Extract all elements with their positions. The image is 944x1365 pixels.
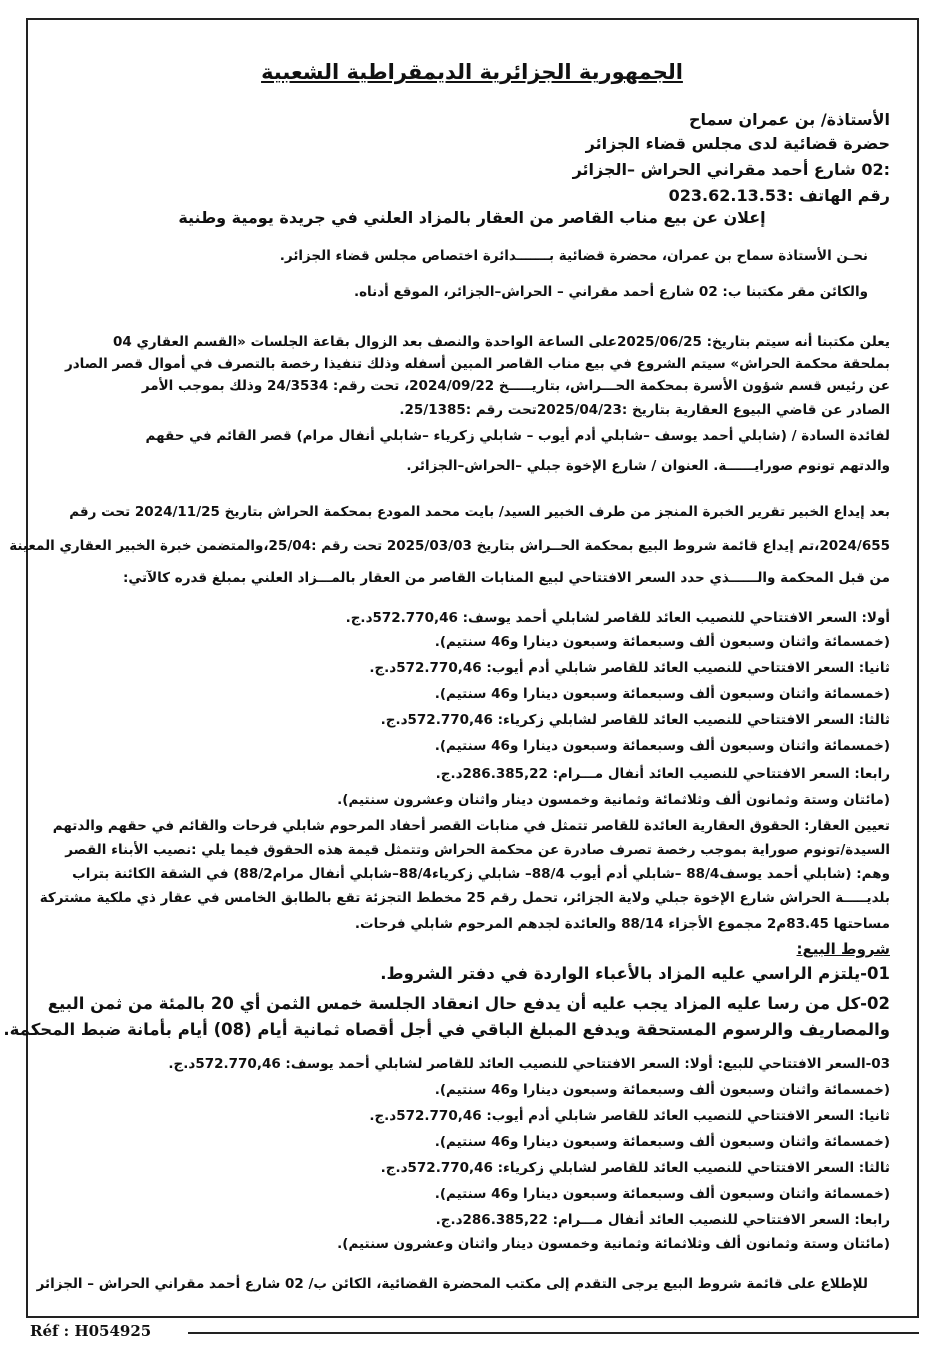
intro-line: والكائن مقر مكتبنا ب: 02 شارع أحمد مقراني – الحراش–الجزائر، الموقع أدناه. [353, 284, 868, 300]
intro-line: نحـن الأستاذة سماح بن عمران، محضرة قضائية بـــــــدائرة اختصاص مجلس قضاء الجزائر. [279, 248, 868, 264]
price-words: (خمسمائة واثنان وسبعون ألف وسبعمائة وسبعون دينارا و46 سنتيم). [434, 1134, 890, 1150]
price-words: (مائتان وستة وثمانون ألف وثلاثمائة وثمانية وخمسون دينار واثنان وعشرون سنتيم). [337, 1236, 890, 1252]
condition-item: 02-كل من رسا عليه المزاد يجب عليه أن يدفع حال انعقاد الجلسة خمس الثمن أي 20 بالمئة من ثمن البيع [47, 994, 890, 1013]
header-phone: رقم الهاتف :023.62.13.53 [668, 186, 890, 205]
property-line: السيدة/تونوم صوراية بموجب رخصة تصرف صادرة عن محكمة الحراش وتتمثل قيمة هذه الحقوق فيما يلي :نصيب الأبناء القصر [65, 842, 890, 858]
price-line: ثالثا: السعر الافتتاحي للنصيب العائد للقاصر لشابلي زكرياء: 572.770,46د.ج. [380, 712, 890, 728]
body-line: الصادر عن قاضي البيوع العقارية بتاريخ :2025/04/23تحت رقم :25/1385. [399, 402, 890, 418]
price-line: 03-السعر الافتتاحي للبيع: أولا: السعر الافتتاحي للنصيب العائد للقاصر لشابلي أحمد يوسف: 572.770,46د.ج. [168, 1056, 890, 1072]
body-line: يعلن مكتبنا أنه سيتم بتاريخ: 2025/06/25على الساعة الواحدة والنصف بعد الزوال بقاعة الجلسات «القسم العقاري 04 [112, 334, 890, 350]
body-line: 2024/655،تم إيداع قائمة شروط البيع بمحكمة الحــراش بتاريخ 2025/03/03 تحت رقم :25/04،والمتضمن خبرة الخبير العقاري المعينة [9, 538, 890, 554]
price-words: (خمسمائة واثنان وسبعون ألف وسبعمائة وسبعون دينارا و46 سنتيم). [434, 634, 890, 650]
property-line: تعيين العقار: الحقوق العقارية العائدة للقاصر تتمثل في منابات القصر أحفاد المرحوم شابلي فرحات والقائم في حقهم والدتهم [52, 818, 890, 834]
price-words: (خمسمائة واثنان وسبعون ألف وسبعمائة وسبعون دينارا و46 سنتيم). [434, 686, 890, 702]
header-address: :02 شارع أحمد مقراني الحراش –الجزائر [572, 160, 890, 179]
price-words: (مائتان وستة وثمانون ألف وثلاثمائة وثمانية وخمسون دينار واثنان وعشرون سنتيم). [337, 792, 890, 808]
condition-item: والمصاريف والرسوم المستحقة ويدفع المبلغ الباقي في أجل أقصاه ثمانية أيام (08) أيام بأمانة ضبط المحكمة. [3, 1020, 890, 1039]
body-line: من قبل المحكمة والــــــذي حدد السعر الافتتاحي لبيع المنابات القاصر من العقار بالمـــزاد العلني بمبلغ قدره كالآتي: [122, 570, 890, 586]
header-name: الأستاذة/ بن عمران سماح [688, 110, 890, 129]
body-line: بملحقة محكمة الحراش» سيتم الشروع في بيع مناب القاصر المبين أسفله وذلك تنفيذا رخصة بالتصرف في أموال قصر الصادر [64, 356, 890, 372]
reference-rule [188, 1332, 919, 1334]
property-line: مساحتها 83.45م2 مجموع الأجزاء 88/14 والعائدة لجدهم المرحوم شابلي فرحات. [354, 916, 890, 932]
price-line: أولا: السعر الافتتاحي للنصيب العائد للقاصر لشابلي أحمد يوسف: 572.770,46د.ج. [345, 610, 890, 626]
condition-item: 01-يلتزم الراسي عليه المزاد بالأعباء الواردة في دفتر الشروط. [380, 964, 890, 983]
announcement-title: إعلان عن بيع مناب القاصر من العقار بالمزاد العلني في جريدة يومية وطنية [178, 208, 766, 227]
price-line: ثانيا: السعر الافتتاحي للنصيب العائد للقاصر شابلي أدم أيوب: 572.770,46د.ج. [369, 660, 890, 676]
body-line: لفائدة السادة / (شابلي أحمد يوسف –شابلي أدم أيوب – شابلي زكرياء –شابلي أنفال مرام) قصر القائم في حقهم [145, 428, 890, 444]
property-line: وهم: (شابلي أحمد يوسف88/4 –شابلي أدم أيوب 88/4– شابلي زكرياء88/4–شابلي أنفال مرام88/2) في الشقة الكائنة بتراب [72, 866, 890, 882]
price-line: رابعا: السعر الافتتاحي للنصيب العائد أنفال مـــرام: 286.385,22د.ج. [435, 1212, 890, 1228]
price-line: ثانيا: السعر الافتتاحي للنصيب العائد للقاصر شابلي أدم أيوب: 572.770,46د.ج. [369, 1108, 890, 1124]
body-line: والدتهم تونوم صورايــــــة. العنوان / شارع الإخوة جبلي –الحراش–الجزائر. [406, 458, 890, 474]
header-office: حضرة قضائية لدى مجلس قضاء الجزائر [585, 134, 890, 153]
body-line: بعد إيداع الخبير تقرير الخبرة المنجز من طرف الخبير السيد/ بايت محمد المودع بمحكمة الحراش بتاريخ 2024/11/25 تحت رقم [69, 504, 890, 520]
price-line: ثالثا: السعر الافتتاحي للنصيب العائد للقاصر لشابلي زكرياء: 572.770,46د.ج. [380, 1160, 890, 1176]
price-line: رابعا: السعر الافتتاحي للنصيب العائد أنفال مـــرام: 286.385,22د.ج. [435, 766, 890, 782]
reference-number: Réf : H054925 [30, 1322, 152, 1340]
conditions-title: شروط البيع: [796, 940, 890, 958]
property-line: بلديـــــة الحراش شارع الإخوة جبلي ولاية الجزائر، تحمل رقم 25 مخطط التجزئة تقع بالطابق الخامس في عقار ذي ملكية مشتركة [39, 890, 890, 906]
footer-note: للإطلاع على قائمة شروط البيع يرجى التقدم إلى مكتب المحضرة القضائية، الكائن ب/ 02 شارع أحمد مقراني الحراش – الجزائر [36, 1276, 868, 1292]
price-words: (خمسمائة واثنان وسبعون ألف وسبعمائة وسبعون دينارا و46 سنتيم). [434, 738, 890, 754]
body-line: عن رئيس قسم شؤون الأسرة بمحكمة الحـــراش، بتاريـــــخ 2024/09/22، تحت رقم: 24/3534 وذلك بموجب الأمر [141, 378, 890, 394]
page-title: الجمهورية الجزائرية الديمقراطية الشعبية [261, 60, 683, 84]
price-words: (خمسمائة واثنان وسبعون ألف وسبعمائة وسبعون دينارا و46 سنتيم). [434, 1186, 890, 1202]
price-words: (خمسمائة واثنان وسبعون ألف وسبعمائة وسبعون دينارا و46 سنتيم). [434, 1082, 890, 1098]
